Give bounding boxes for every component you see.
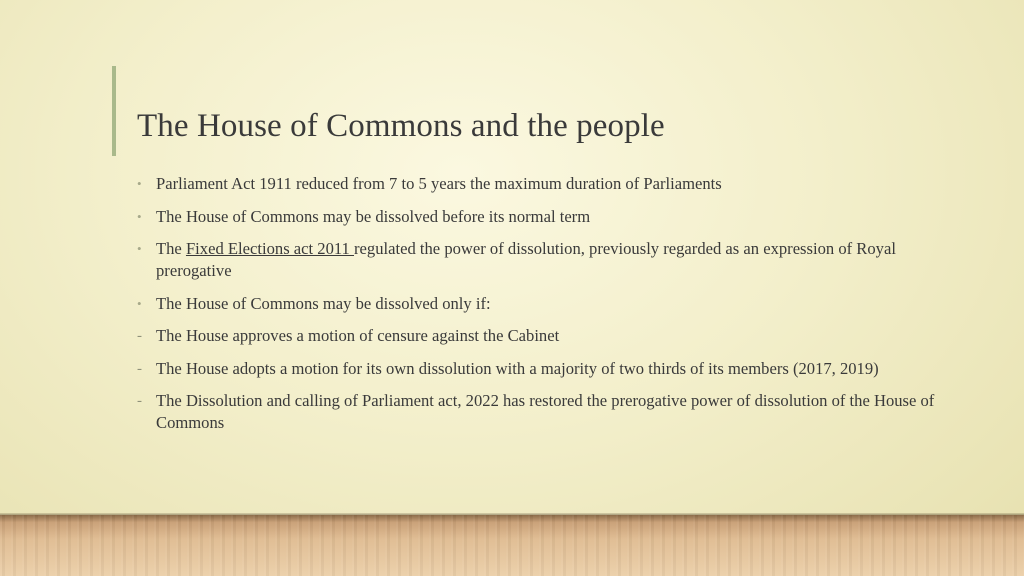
bullet-marker: • — [137, 295, 142, 311]
sub-bullet-item — [137, 325, 937, 347]
bullet-list — [137, 173, 937, 445]
bullet-text: The House of Commons may be dissolved before its normal term — [156, 206, 591, 226]
bullet-item — [137, 173, 937, 195]
sub-bullet-item — [137, 390, 937, 434]
bullet-item — [137, 206, 937, 228]
bullet-item — [137, 293, 937, 315]
wood-floor-decoration — [0, 515, 1024, 576]
fixed-elections-act-link[interactable]: Fixed Elections act 2011 — [185, 239, 355, 258]
bullet-item — [137, 238, 937, 282]
sub-bullet-item — [137, 358, 937, 380]
bullet-text-suffix: regulated the power of dissolution, previously regarded as an expression of Royal prerogative — [156, 239, 896, 280]
dash-marker: - — [137, 393, 142, 409]
bullet-text-prefix: The — [156, 239, 186, 258]
bullet-text: The House adopts a motion for its own dissolution with a majority of two thirds of its members (2017, 2019) — [156, 358, 879, 378]
title-accent-bar — [112, 66, 116, 156]
bullet-marker: • — [137, 241, 142, 256]
bullet-marker: • — [137, 208, 142, 224]
bullet-text: The House of Commons may be dissolved only if: — [156, 293, 491, 313]
bullet-text: The House approves a motion of censure against the Cabinet — [156, 326, 560, 345]
bullet-text: Parliament Act 1911 reduced from 7 to 5 years the maximum duration of Parliaments — [156, 174, 722, 193]
dash-marker: - — [137, 328, 142, 344]
slide-title: The House of Commons and the people — [137, 108, 665, 144]
dash-marker: - — [137, 360, 142, 377]
bullet-marker: • — [137, 176, 142, 191]
bullet-text: The Dissolution and calling of Parliament act, 2022 has restored the prerogative power of dissolution of the House of Commons — [156, 391, 935, 432]
